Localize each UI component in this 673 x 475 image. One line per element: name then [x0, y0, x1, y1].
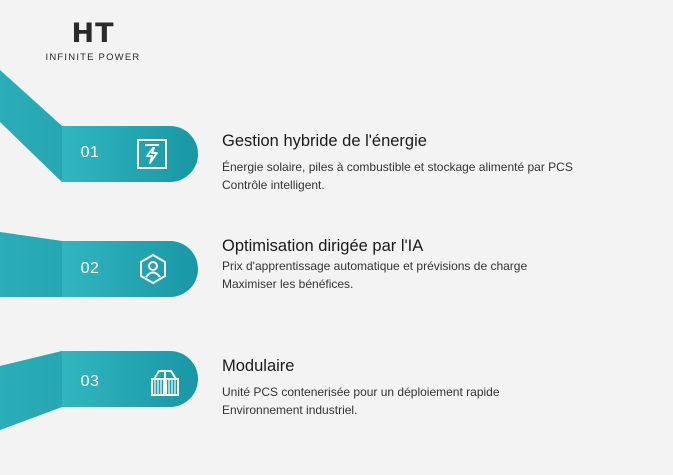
- modular-containers-icon: [149, 367, 181, 399]
- user-hexagon-icon: [137, 253, 169, 285]
- item-description: [222, 384, 500, 419]
- item-description: [222, 159, 573, 194]
- item-description-line: Maximiser les bénéfices.: [222, 276, 354, 291]
- logo-mark: HT: [71, 18, 115, 49]
- ribbon-fold-1: [0, 70, 62, 182]
- item-description-line: Contrôle intelligent.: [222, 177, 325, 192]
- item-description-line: Environnement industriel.: [222, 402, 358, 417]
- item-title: Modulaire: [222, 357, 295, 375]
- logo-tagline: INFINITE POWER: [45, 52, 141, 63]
- lightning-panel-icon: [136, 138, 168, 170]
- item-description-line: Énergie solaire, piles à combustible et stockage alimenté par PCS: [222, 160, 573, 174]
- item-description: [222, 258, 527, 293]
- ribbon-fold-3: [0, 351, 62, 430]
- item-number: 01: [80, 144, 100, 161]
- item-description-line: Unité PCS contenerisée pour un déploiement rapide: [222, 385, 500, 399]
- item-number: 02: [80, 260, 100, 277]
- item-number: 03: [80, 373, 100, 390]
- item-title: Optimisation dirigée par l'IA: [222, 237, 424, 255]
- item-description-line: Prix d'apprentissage automatique et prévisions de charge: [222, 259, 528, 273]
- item-title: Gestion hybride de l'énergie: [222, 132, 427, 150]
- ribbon-fold-2: [0, 232, 62, 297]
